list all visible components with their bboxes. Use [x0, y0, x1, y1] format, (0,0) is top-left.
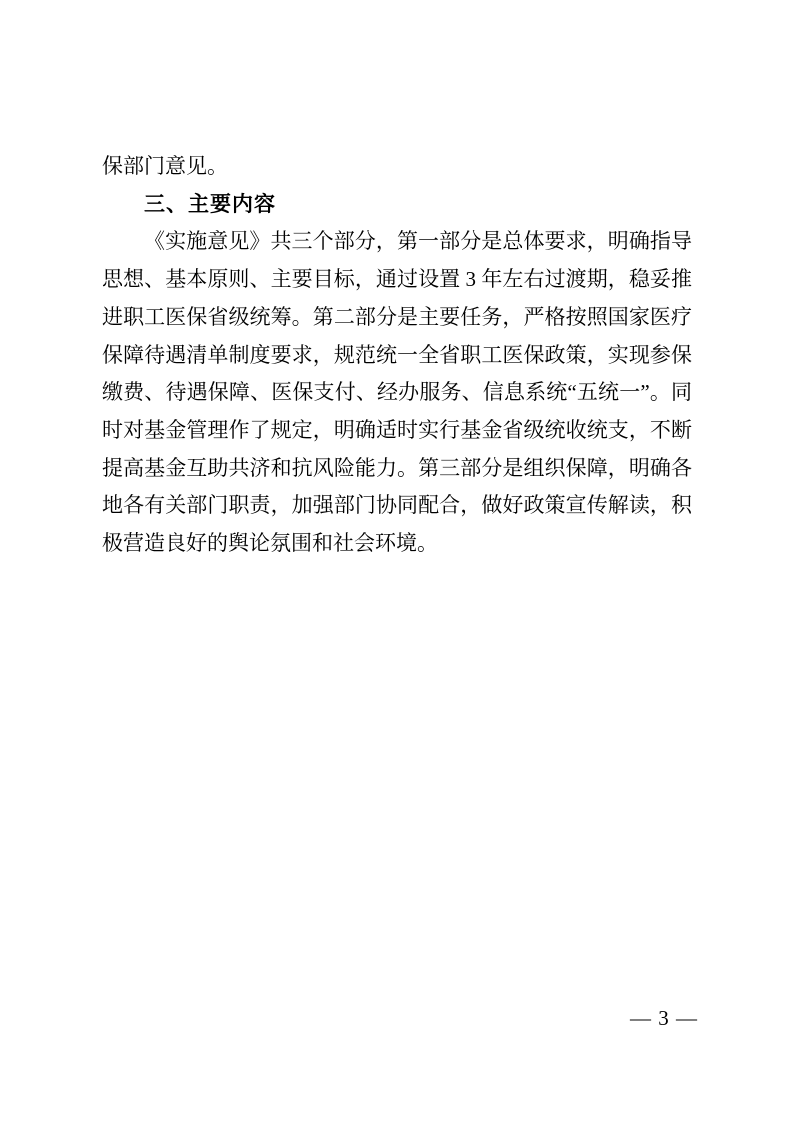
page-number: — 3 — — [630, 1006, 698, 1030]
paragraph-line: 地各有关部门职责，加强部门协同配合，做好政策宣传解读，积 — [102, 493, 692, 518]
text-block — [102, 148, 692, 563]
paragraph-line: 《实施意见》共三个部分，第一部分是总体要求，明确指导 — [144, 229, 692, 254]
paragraph-line: 缴费、待遇保障、医保支付、经办服务、信息系统“五统一”。同 — [102, 380, 692, 405]
section-heading: 三、主要内容 — [144, 192, 276, 216]
paragraph-line: 极营造良好的舆论氛围和社会环境。 — [102, 531, 438, 556]
paragraph-line: 进职工医保省级统筹。第二部分是主要任务，严格按照国家医疗 — [102, 304, 692, 329]
paragraph-line: 时对基金管理作了规定，明确适时实行基金省级统收统支，不断 — [102, 417, 692, 442]
paragraph-line: 提高基金互助共济和抗风险能力。第三部分是组织保障，明确各 — [102, 455, 692, 480]
paragraph-line: 思想、基本原则、主要目标，通过设置 3 年左右过渡期，稳妥推 — [102, 267, 692, 292]
continuation-line: 保部门意见。 — [102, 154, 228, 178]
paragraph-line: 保障待遇清单制度要求，规范统一全省职工医保政策，实现参保 — [102, 342, 692, 367]
